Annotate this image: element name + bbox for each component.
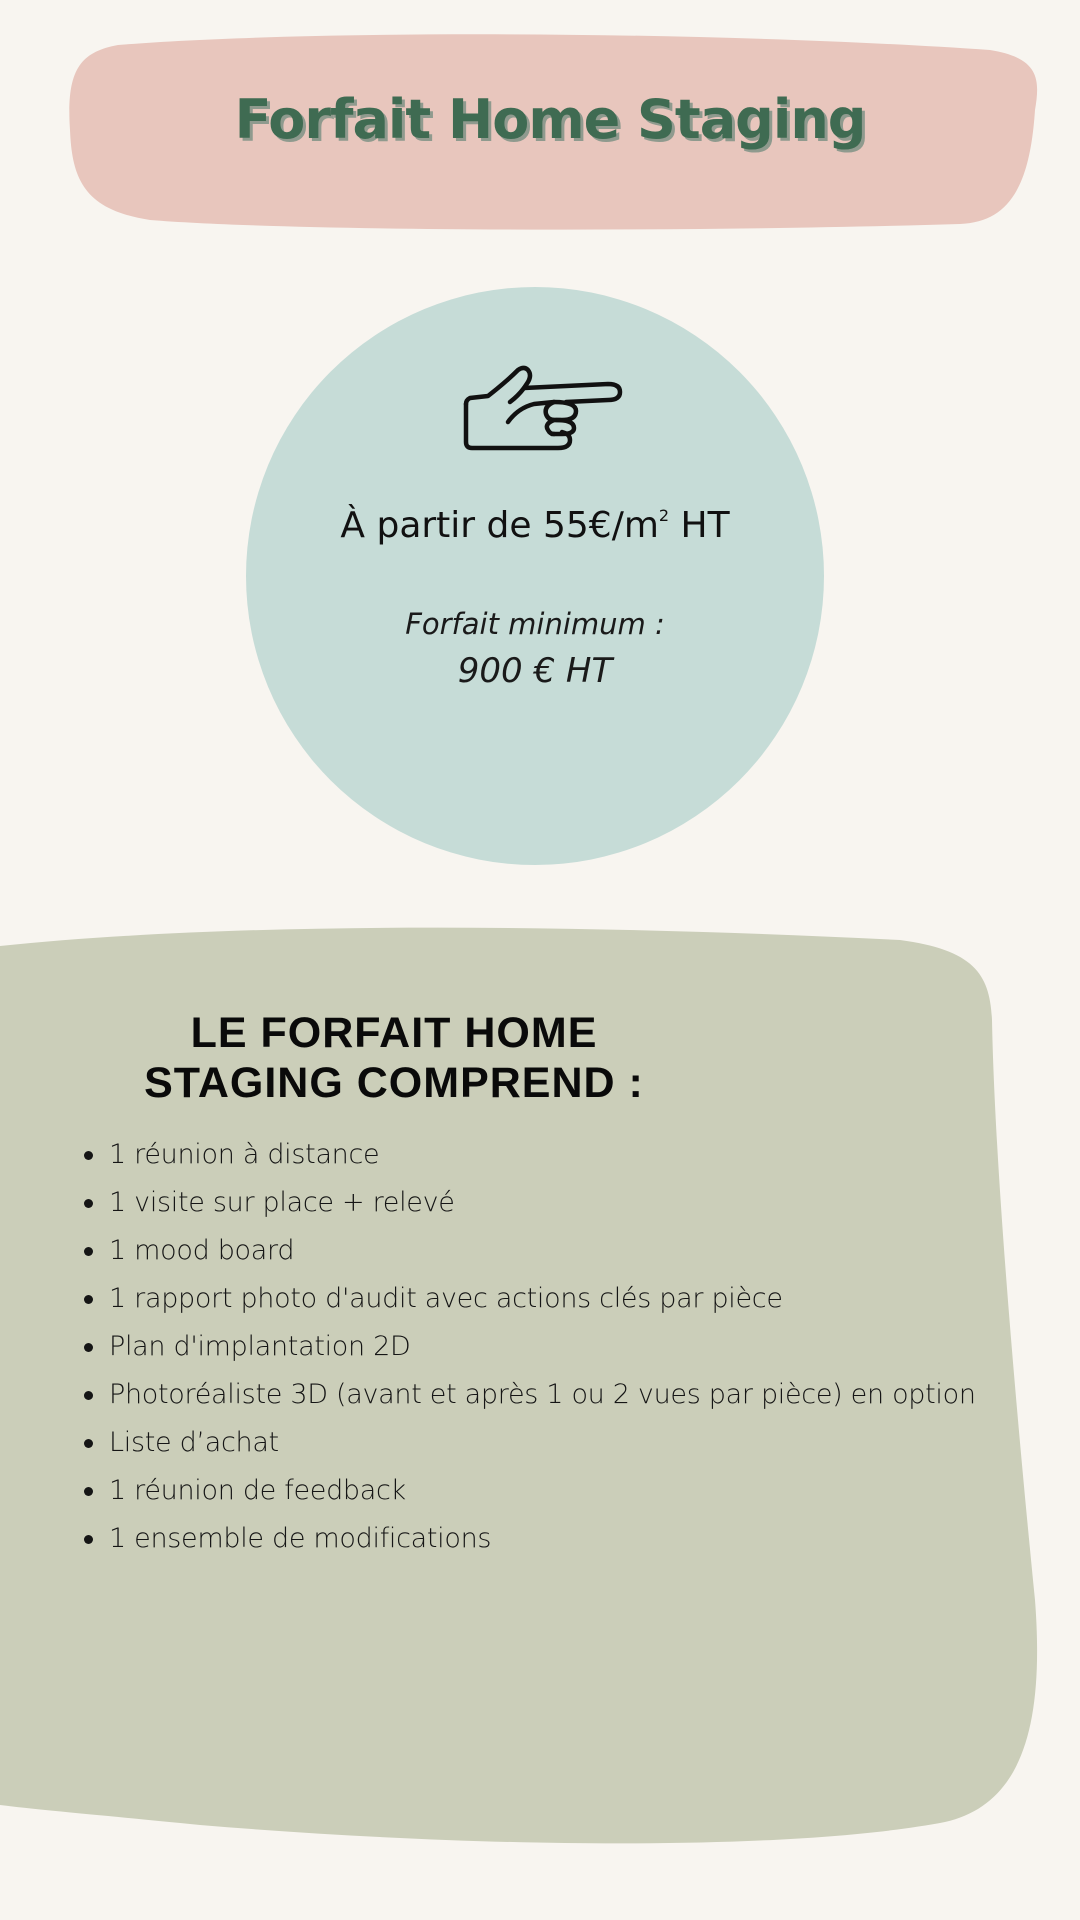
list-item xyxy=(82,1419,976,1467)
bullet-icon xyxy=(84,1151,93,1160)
included-items-list xyxy=(82,1131,976,1563)
bullet-icon xyxy=(84,1199,93,1208)
price-superscript: 2 xyxy=(658,506,670,525)
list-item xyxy=(82,1179,976,1227)
bullet-icon xyxy=(84,1487,93,1496)
list-item xyxy=(82,1275,976,1323)
list-item xyxy=(82,1323,976,1371)
list-item-text: 1 réunion à distance xyxy=(109,1139,380,1170)
minimum-value: 900 € HT xyxy=(457,651,613,691)
price-per-sqm xyxy=(246,505,824,546)
pricing-card xyxy=(246,287,824,865)
list-item xyxy=(82,1227,976,1275)
pointing-hand-icon xyxy=(458,362,628,452)
included-title-line-2: STAGING COMPREND : xyxy=(144,1059,644,1107)
list-item-text: 1 ensemble de modifications xyxy=(109,1523,492,1554)
list-item-text: 1 rapport photo d'audit avec actions clés par pièce xyxy=(109,1283,783,1314)
list-item-text: 1 mood board xyxy=(109,1235,295,1266)
price-text: À partir de 55€/m xyxy=(340,505,659,546)
bullet-icon xyxy=(84,1439,93,1448)
page-title: Forfait Home Staging xyxy=(234,88,866,151)
included-section-title xyxy=(88,1008,700,1108)
list-item xyxy=(82,1131,976,1179)
included-title-line-1: LE FORFAIT HOME xyxy=(190,1009,598,1057)
list-item-text: Photoréaliste 3D (avant et après 1 ou 2 vues par pièce) en option xyxy=(109,1379,976,1410)
bullet-icon xyxy=(84,1247,93,1256)
bullet-icon xyxy=(84,1343,93,1352)
list-item-text: 1 visite sur place + relevé xyxy=(109,1187,455,1218)
price-suffix: HT xyxy=(669,505,730,546)
bullet-icon xyxy=(84,1391,93,1400)
list-item-text: Liste d’achat xyxy=(109,1427,279,1458)
list-item xyxy=(82,1371,976,1419)
list-item xyxy=(82,1515,976,1563)
minimum-label: Forfait minimum : xyxy=(405,607,665,641)
list-item xyxy=(82,1467,976,1515)
list-item-text: 1 réunion de feedback xyxy=(109,1475,406,1506)
list-item-text: Plan d'implantation 2D xyxy=(109,1331,411,1362)
bullet-icon xyxy=(84,1535,93,1544)
bullet-icon xyxy=(84,1295,93,1304)
